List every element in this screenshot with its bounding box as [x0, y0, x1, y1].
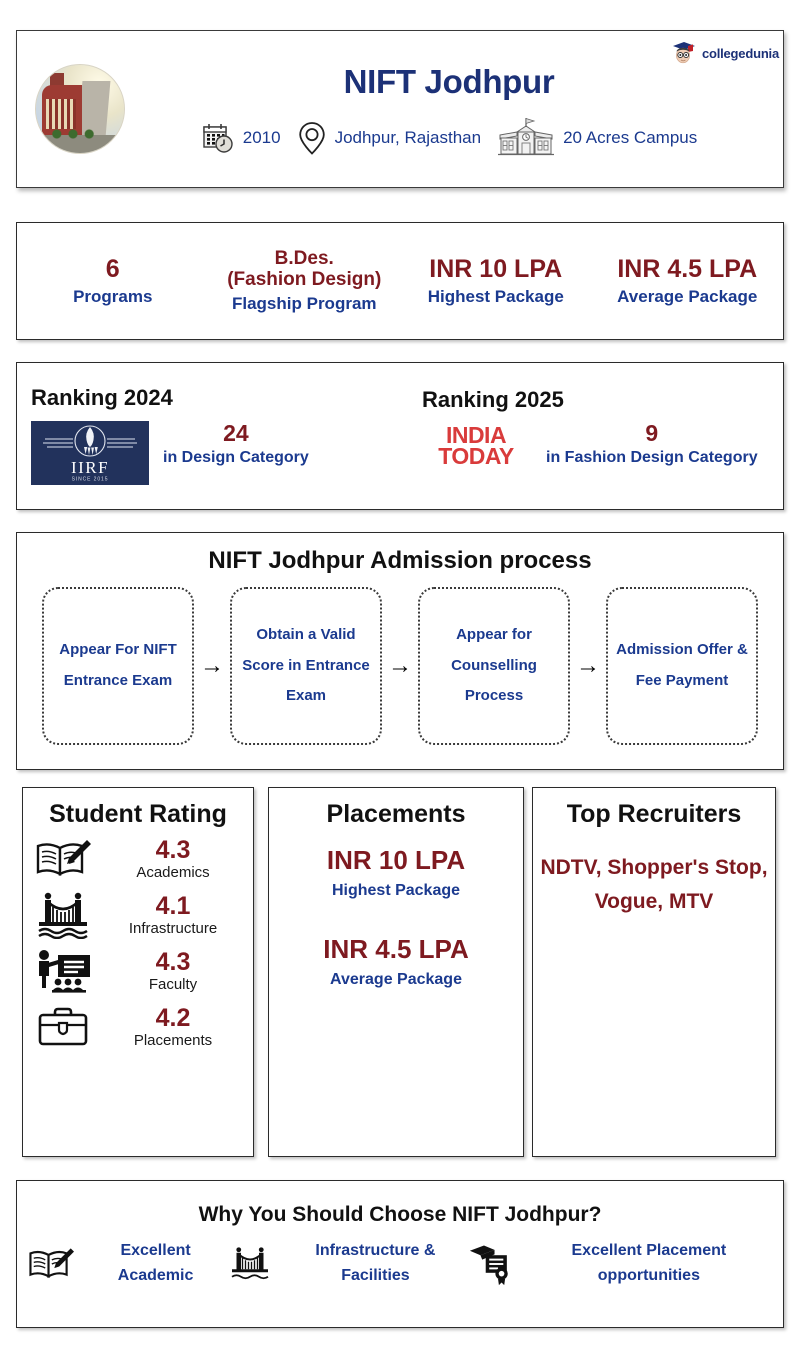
admission-process-card — [16, 532, 784, 770]
arrow-right-icon: → — [576, 652, 600, 679]
stat-programs-value: 6 — [105, 255, 120, 284]
student-rating-card — [22, 787, 254, 1157]
rating-label-infrastructure: Infrastructure — [128, 920, 218, 938]
why-item-placement — [467, 1239, 773, 1289]
campus-building-icon — [497, 117, 555, 159]
admission-flow — [17, 587, 783, 745]
why-choose-card — [16, 1180, 784, 1328]
ranking-2025-rank: 9 — [645, 420, 659, 446]
placements-highest-value: INR 10 LPA — [326, 845, 466, 875]
stat-highest-label: Highest Package — [427, 287, 564, 307]
why-item-infrastructure-text: Infrastructure & Facilities — [315, 1242, 436, 1284]
ranking-2024-text — [163, 421, 309, 469]
svg-text:IIRF: IIRF — [70, 458, 110, 477]
briefcase-icon — [33, 1001, 93, 1053]
admission-step-2: Obtain a Valid Score in Entrance Exam — [230, 587, 382, 745]
ranking-card — [16, 362, 784, 510]
key-stats-card — [16, 222, 784, 340]
top-recruiters-list: NDTV, Shopper's Stop, Vogue, MTV — [540, 856, 768, 914]
iirf-logo-icon — [31, 421, 149, 485]
arrow-right-icon: → — [388, 652, 412, 679]
teacher-classroom-icon — [33, 945, 93, 997]
ranking-2024-block — [17, 363, 400, 509]
stat-flagship — [209, 248, 401, 314]
established-meta — [201, 121, 281, 155]
rating-row-placements — [23, 997, 253, 1053]
rating-label-faculty: Faculty — [148, 976, 198, 994]
header-main — [125, 59, 783, 159]
ranking-2024-title: Ranking 2024 — [31, 385, 173, 410]
ranking-2025-body — [420, 421, 777, 469]
why-item-academic — [27, 1239, 226, 1289]
page-title: NIFT Jodhpur — [343, 63, 555, 100]
ranking-2025-title: Ranking 2025 — [422, 387, 564, 412]
svg-text:SINCE 2015: SINCE 2015 — [71, 476, 109, 483]
rating-value-academics: 4.3 — [155, 835, 191, 864]
placements-highest-label: Highest Package — [331, 882, 461, 899]
rating-row-academics — [23, 829, 253, 885]
rating-row-faculty — [23, 941, 253, 997]
book-pencil-icon — [27, 1241, 75, 1287]
stat-average-label: Average Package — [617, 287, 758, 307]
campus-photo — [35, 64, 125, 154]
certificate-graduation-icon — [467, 1241, 515, 1287]
why-item-infrastructure — [226, 1239, 467, 1289]
rating-row-infrastructure — [23, 885, 253, 941]
established-year: 2010 — [242, 128, 281, 147]
collegedunia-logo-text: collegedunia — [701, 45, 779, 61]
ranking-2024-category: in Design Category — [163, 449, 309, 467]
rating-value-placements: 4.2 — [155, 1003, 191, 1032]
collegedunia-logo[interactable] — [671, 41, 779, 65]
ranking-2025-category: in Fashion Design Category — [546, 449, 758, 467]
stat-flagship-value2: (Fashion Design) — [227, 269, 382, 291]
stat-highest-package — [400, 255, 592, 307]
placements-average-label: Average Package — [330, 971, 462, 988]
bridge-icon — [226, 1241, 274, 1287]
why-choose-row — [17, 1239, 783, 1289]
ranking-2024-body — [31, 421, 394, 485]
why-choose-title: Why You Should Choose NIFT Jodhpur? — [198, 1203, 602, 1226]
rating-value-faculty: 4.3 — [155, 947, 191, 976]
rating-label-placements: Placements — [133, 1032, 213, 1050]
ranking-2024-rank: 24 — [223, 420, 249, 446]
location-meta — [297, 120, 482, 156]
collegedunia-mascot-icon — [671, 41, 697, 65]
calendar-clock-icon — [201, 121, 235, 155]
book-pencil-icon — [33, 833, 93, 885]
campus-meta — [497, 117, 697, 159]
placements-card — [268, 787, 524, 1157]
location-text: Jodhpur, Rajasthan — [334, 128, 482, 147]
stat-average-value: INR 4.5 LPA — [617, 255, 758, 284]
stat-highest-value: INR 10 LPA — [429, 255, 563, 284]
admission-step-4: Admission Offer & Fee Payment — [606, 587, 758, 745]
ranking-2025-block — [400, 363, 783, 509]
student-rating-title: Student Rating — [49, 800, 227, 828]
arrow-right-icon: → — [200, 652, 224, 679]
campus-size-text: 20 Acres Campus — [563, 128, 698, 147]
header-card — [16, 30, 784, 188]
stat-programs-label: Programs — [73, 287, 153, 307]
admission-step-3: Appear for Counselling Process — [418, 587, 570, 745]
stat-flagship-label: Flagship Program — [231, 294, 377, 314]
placements-title: Placements — [326, 800, 466, 828]
india-today-logo-icon — [420, 421, 532, 470]
admission-process-title: NIFT Jodhpur Admission process — [208, 547, 592, 574]
header-meta-row — [125, 117, 773, 159]
location-pin-icon — [297, 120, 327, 156]
stat-programs — [17, 255, 209, 307]
india-today-line1: INDIA — [445, 422, 507, 448]
bridge-icon — [33, 889, 93, 941]
admission-step-1: Appear For NIFT Entrance Exam — [42, 587, 194, 745]
rating-label-academics: Academics — [136, 864, 210, 882]
why-item-placement-text: Excellent Placement opportunities — [571, 1242, 727, 1284]
india-today-line2: TODAY — [438, 443, 514, 470]
stat-average-package — [592, 255, 784, 307]
top-recruiters-title: Top Recruiters — [566, 800, 742, 828]
placements-average-value: INR 4.5 LPA — [323, 934, 469, 964]
top-recruiters-card — [532, 787, 776, 1157]
rating-value-infrastructure: 4.1 — [155, 891, 191, 920]
ranking-2025-text — [546, 421, 758, 469]
why-item-academic-text: Excellent Academic — [117, 1242, 194, 1284]
stat-flagship-value: B.Des. — [274, 247, 334, 269]
